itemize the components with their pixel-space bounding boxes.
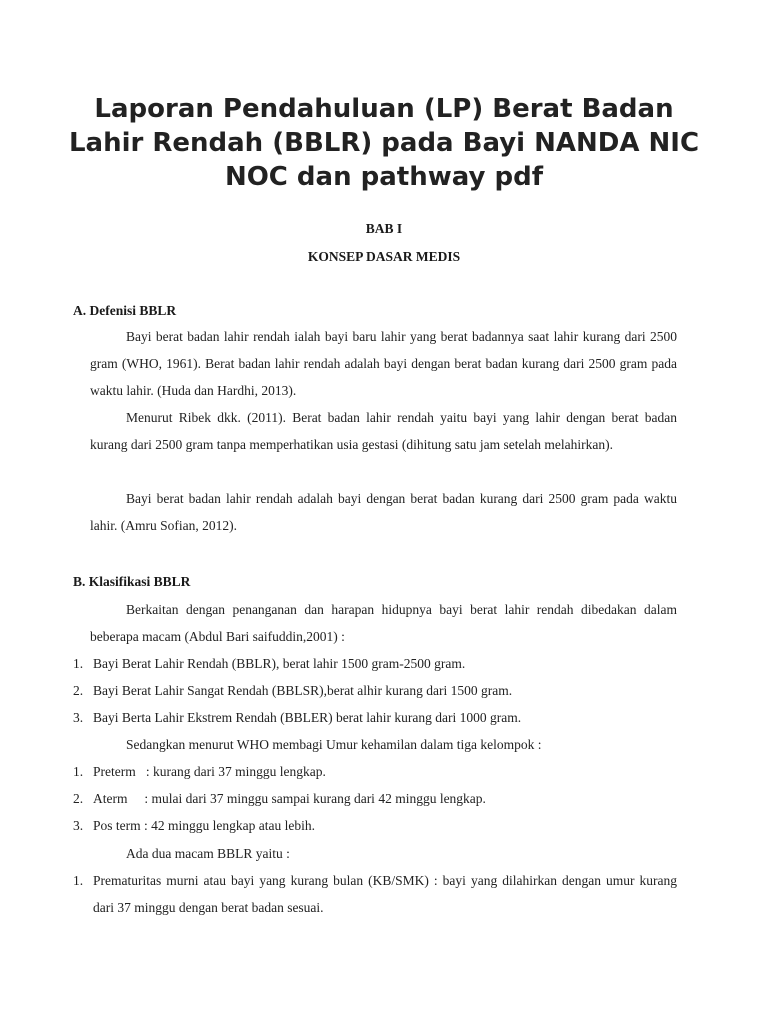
section-a-heading: A. Defenisi BBLR xyxy=(73,303,177,318)
chapter-title: KONSEP DASAR MEDIS xyxy=(307,249,461,264)
gestational-age-list xyxy=(73,758,677,839)
document-title: Laporan Pendahuluan (LP) Berat Badan Lahir Rendah (BBLR) pada Bayi NANDA NIC NOC dan pathway pdf xyxy=(68,94,700,192)
list-item: 3. Pos term : 42 minggu lengkap atau lebih. xyxy=(73,818,315,833)
weight-classification-list xyxy=(73,650,677,731)
section-a-paragraph-1: Bayi berat badan lahir rendah ialah bayi baru lahir yang berat badannya saat lahir kurang dari 2500 gram (WHO, 1961). Berat badan lahir rendah adalah bayi dengan berat badan kurang dari 2500 gram pada waktu lahir. (Huda dan Hardhi, 2013). xyxy=(90,329,677,398)
list-item: 1. Prematuritas murni atau bayi yang kurang bulan (KB/SMK) : bayi yang dilahirkan dengan umur kurang dari 37 minggu dengan berat badan sesuai. xyxy=(73,873,677,915)
list-item: 1. Bayi Berat Lahir Rendah (BBLR), berat lahir 1500 gram-2500 gram. xyxy=(73,656,466,671)
bblr-types-intro: Ada dua macam BBLR yaitu : xyxy=(126,846,290,861)
chapter-label: BAB I xyxy=(365,221,403,236)
list-item: 2. Bayi Berat Lahir Sangat Rendah (BBLSR),berat alhir kurang dari 1500 gram. xyxy=(73,683,513,698)
section-b-intro: Berkaitan dengan penanganan dan harapan hidupnya bayi berat lahir rendah dibedakan dalam beberapa macam (Abdul Bari saifuddin,2001) : xyxy=(90,602,677,644)
section-a-paragraph-2: Menurut Ribek dkk. (2011). Berat badan lahir rendah yaitu bayi yang lahir dengan berat badan kurang dari 2500 gram tanpa memperhatikan usia gestasi (dihitung satu jam setelah melahirkan). xyxy=(90,410,677,452)
bblr-types-list xyxy=(73,867,677,921)
who-intro: Sedangkan menurut WHO membagi Umur kehamilan dalam tiga kelompok : xyxy=(126,737,542,752)
list-item: 3. Bayi Berta Lahir Ekstrem Rendah (BBLER) berat lahir kurang dari 1000 gram. xyxy=(73,710,522,725)
section-a-paragraph-3: Bayi berat badan lahir rendah adalah bayi dengan berat badan kurang dari 2500 gram pada waktu lahir. (Amru Sofian, 2012). xyxy=(90,491,677,533)
list-item: 2. Aterm : mulai dari 37 minggu sampai kurang dari 42 minggu lengkap. xyxy=(73,791,486,806)
list-item: 1. Preterm : kurang dari 37 minggu lengkap. xyxy=(73,764,326,779)
section-b-heading: B. Klasifikasi BBLR xyxy=(73,574,191,589)
